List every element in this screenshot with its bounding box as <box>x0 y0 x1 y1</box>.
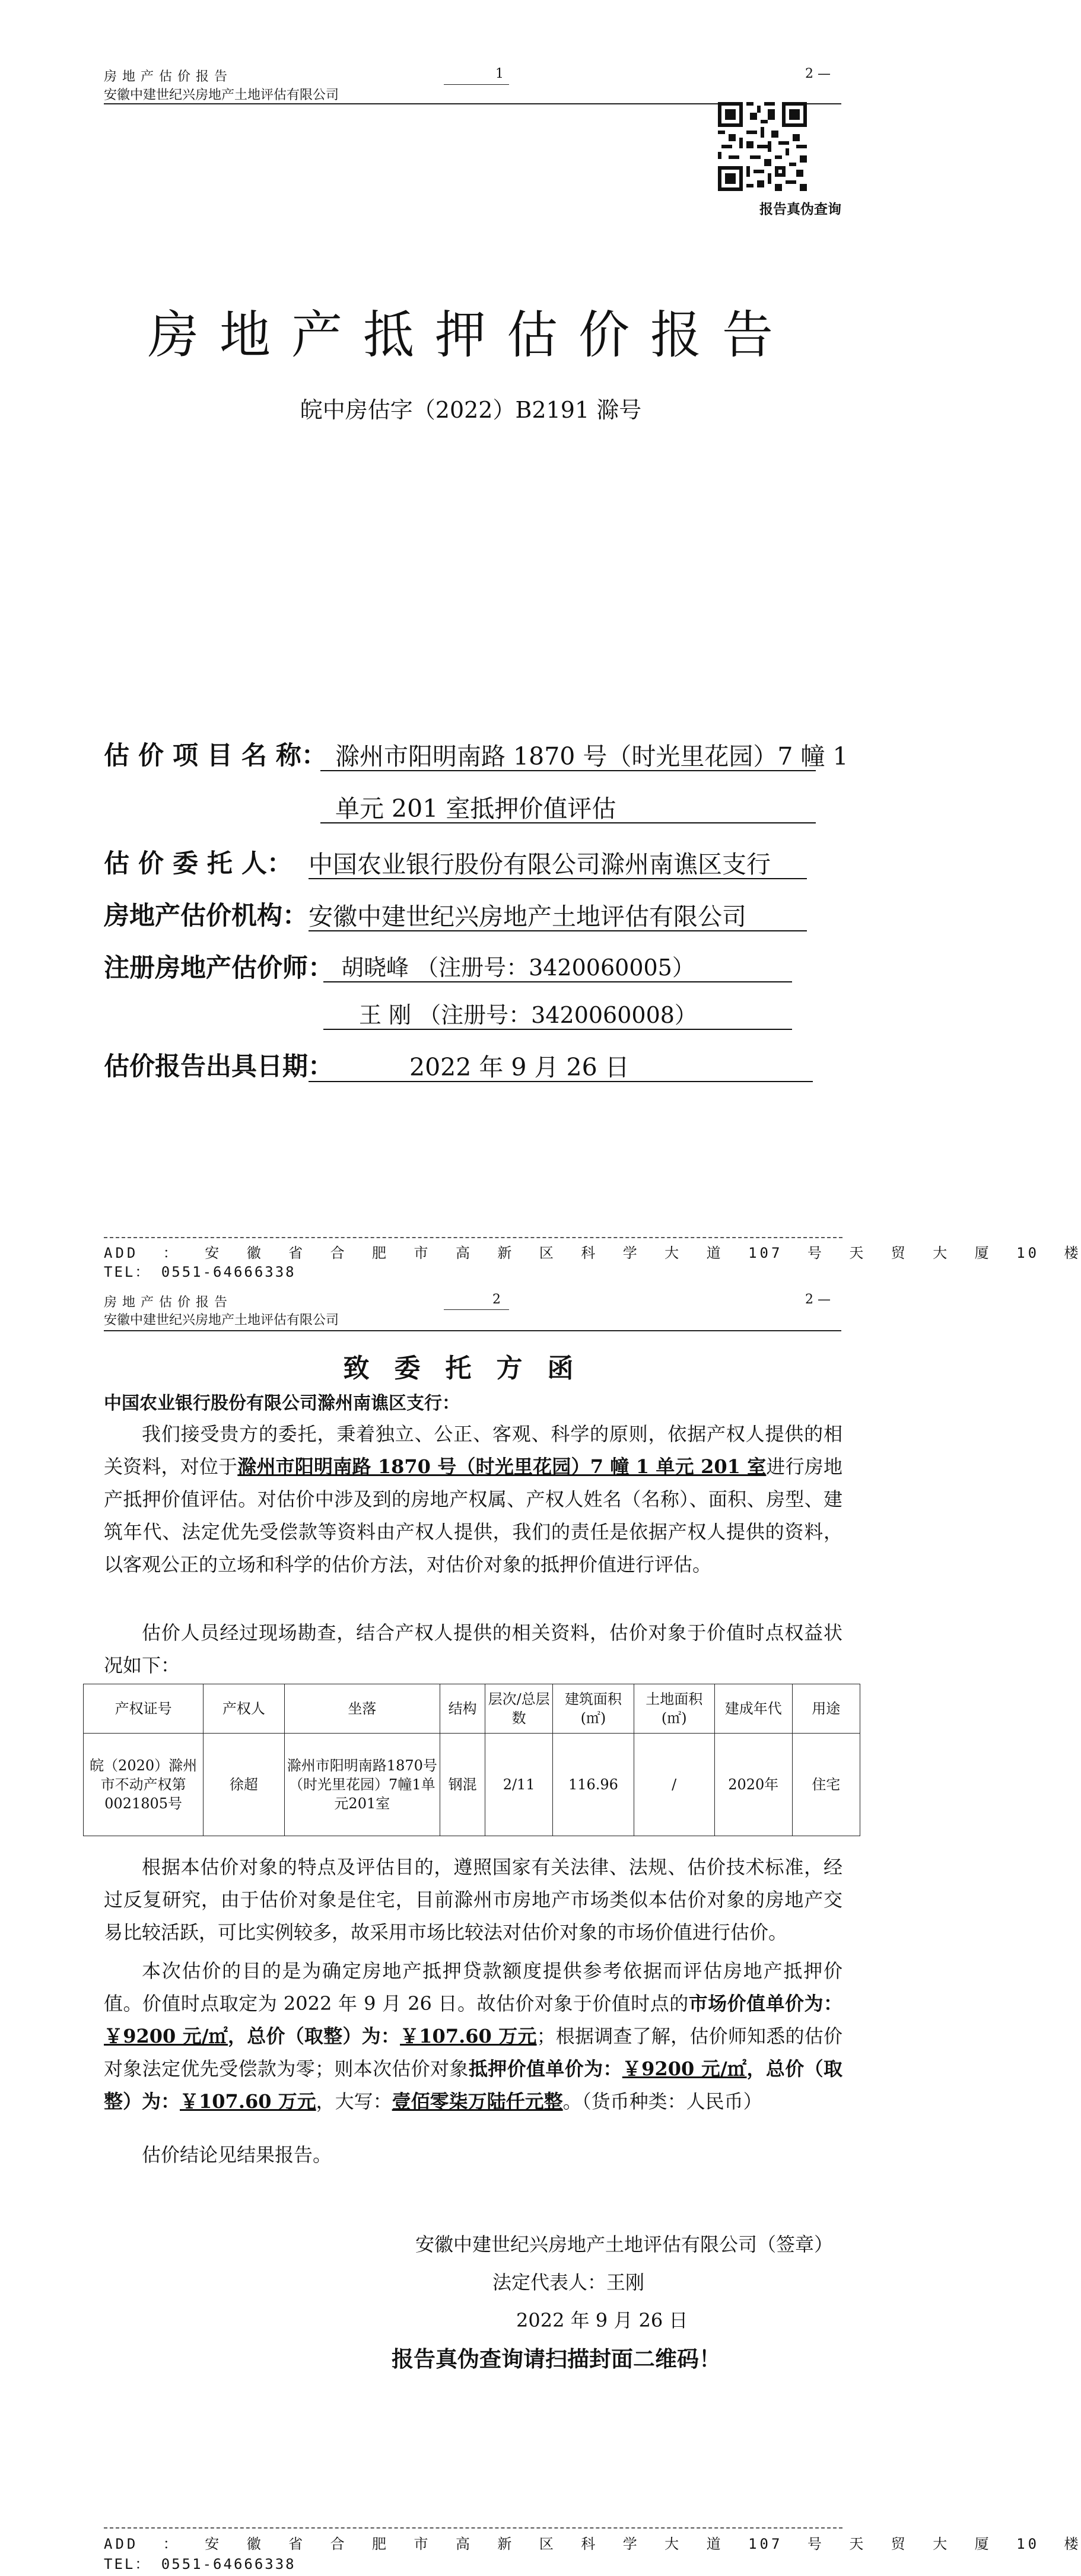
client-label: 估 价 委 托 人： <box>104 849 292 879</box>
header-company: 安徽中建世纪兴房地产土地评估有限公司 <box>104 88 339 103</box>
table-header: 土地面积(㎡) <box>634 1684 714 1734</box>
table-cell: 住宅 <box>792 1734 860 1836</box>
agency-name: 安徽中建世纪兴房地产土地评估有限公司 <box>309 902 746 931</box>
table-cell: 2/11 <box>485 1734 553 1836</box>
table-row <box>84 1734 860 1836</box>
paragraph-1: 我们接受贵方的委托，秉着独立、公正、客观、科学的原则，依据产权人提供的相关资料，对位于滁州市阳明南路 1870 号（时光里花园）7 幢 1 单元 201 室进行房地产抵押价值评估。对估价中涉及到的房地产权属、产权人姓名（名称）、面积、房型、建筑年代、法定优先受偿款等资料由产权人提供，我们的责任是依据产权人提供的资料，以客观公正的立场和科学的估价方法，对估价对象的抵押价值进行评估。 <box>104 1423 842 1576</box>
paragraph-2: 估价人员经过现场勘查，结合产权人提供的相关资料，估价对象于价值时点权益状况如下： <box>104 1621 842 1677</box>
project-underline-2 <box>320 822 816 823</box>
footer-address: ADD ： 安 徽 省 合 肥 市 高 新 区 科 学 大 道 107 号 天 贸 大 厦 10 楼 <box>104 2536 1081 2552</box>
appraiser-2: 王 刚 （注册号：3420060008） <box>359 1002 697 1028</box>
legal-representative: 法定代表人：王刚 <box>492 2271 645 2294</box>
header-total-pages: 2 — <box>805 66 831 81</box>
agency-underline <box>309 930 807 931</box>
qr-code-icon[interactable] <box>718 102 807 191</box>
header-title: 房地产估价报告 <box>104 1295 233 1310</box>
table-header: 建筑面积(㎡) <box>553 1684 634 1734</box>
table-cell: / <box>634 1734 714 1836</box>
salutation: 中国农业银行股份有限公司滁州南谯区支行： <box>104 1393 460 1414</box>
client-underline <box>309 878 807 879</box>
client-name: 中国农业银行股份有限公司滁州南谯区支行 <box>309 850 771 879</box>
project-label: 估 价 项 目 名 称： <box>104 741 327 771</box>
verification-notice: 报告真伪查询请扫描封面二维码！ <box>392 2346 721 2372</box>
table-header: 层次/总层数 <box>485 1684 553 1734</box>
header-total-pages: 2 — <box>805 1292 831 1307</box>
table-header: 建成年代 <box>714 1684 792 1734</box>
footer-tel: TEL： 0551-64666338 <box>104 1264 296 1280</box>
table-cell: 徐超 <box>204 1734 284 1836</box>
footer-address: ADD ： 安 徽 省 合 肥 市 高 新 区 科 学 大 道 107 号 天 贸 大 厦 10 楼 <box>104 1245 1081 1261</box>
header-page-number: 1 <box>495 66 504 81</box>
table-header: 结构 <box>440 1684 485 1734</box>
header-rule <box>104 1330 841 1331</box>
project-name-line2: 单元 201 室抵押价值评估 <box>335 794 616 823</box>
table-cell: 116.96 <box>553 1734 634 1836</box>
header-page-number: 2 <box>492 1292 501 1307</box>
document-number: 皖中房估字（2022）B2191 滁号 <box>300 397 642 423</box>
letter-page <box>0 1276 1081 2576</box>
appraiser-underline-2 <box>323 1029 792 1030</box>
project-underline-1 <box>320 770 816 771</box>
table-header: 坐落 <box>284 1684 440 1734</box>
table-cell: 钢混 <box>440 1734 485 1836</box>
header-page-underline <box>444 1309 509 1310</box>
table-cell: 2020年 <box>714 1734 792 1836</box>
report-date: 2022 年 9 月 26 日 <box>409 1053 629 1082</box>
header-title: 房地产估价报告 <box>104 69 233 84</box>
paragraph-3: 根据本估价对象的特点及评估目的，遵照国家有关法律、法规、估价技术标准，经过反复研究，由于估价对象是住宅，目前滁州市房地产市场类似本估价对象的房地产交易比较活跃，可比实例较多，故采用市场比较法对估价对象的市场价值进行估价。 <box>104 1856 842 1944</box>
appraiser-underline-1 <box>323 981 792 982</box>
footer-tel: TEL： 0551-64666338 <box>104 2556 296 2572</box>
project-name-line1: 滁州市阳明南路 1870 号（时光里花园）7 幢 1 <box>335 742 848 771</box>
header-company: 安徽中建世纪兴房地产土地评估有限公司 <box>104 1313 339 1328</box>
appraiser-label: 注册房地产估价师： <box>104 953 333 983</box>
appraiser-1: 胡晓峰 （注册号：3420060005） <box>341 955 695 981</box>
qr-caption: 报告真伪查询 <box>759 201 841 217</box>
date-underline <box>309 1081 813 1082</box>
signing-company: 安徽中建世纪兴房地产土地评估有限公司（签章） <box>415 2233 834 2256</box>
table-header-row <box>84 1684 860 1734</box>
report-title: 房地产抵押估价报告 <box>148 306 794 365</box>
paragraph-5: 估价结论见结果报告。 <box>142 2144 332 2166</box>
agency-label: 房地产估价机构： <box>104 901 308 931</box>
table-header: 产权人 <box>204 1684 284 1734</box>
date-label: 估价报告出具日期： <box>104 1052 333 1082</box>
footer-rule <box>104 1237 842 1238</box>
table-header: 产权证号 <box>84 1684 204 1734</box>
header-page-underline <box>444 84 509 85</box>
signing-date: 2022 年 9 月 26 日 <box>516 2309 688 2332</box>
footer-rule <box>104 2527 842 2529</box>
table-header: 用途 <box>792 1684 860 1734</box>
cover-page <box>0 0 1081 1280</box>
table-cell: 滁州市阳明南路1870号（时光里花园）7幢1单元201室 <box>284 1734 440 1836</box>
property-table <box>83 1684 860 1836</box>
paragraph-4: 本次估价的目的是为确定房地产抵押贷款额度提供参考依据而评估房地产抵押价值。价值时点取定为 2022 年 9 月 26 日。故估价对象于价值时点的市场价值单价为：￥9200 元/㎡，总价（取整）为：￥107.60 万元；根据调查了解，估价师知悉的估价对象法定优先受偿款为零；则本次估价对象抵押价值单价为：￥9200 元/㎡，总价（取整）为：￥107.60 万元，大写：壹佰零柒万陆仟元整。（货币种类：人民币） <box>104 1960 842 2113</box>
letter-title: 致委托方函 <box>343 1353 599 1384</box>
table-cell: 皖（2020）滁州市不动产权第0021805号 <box>84 1734 204 1836</box>
